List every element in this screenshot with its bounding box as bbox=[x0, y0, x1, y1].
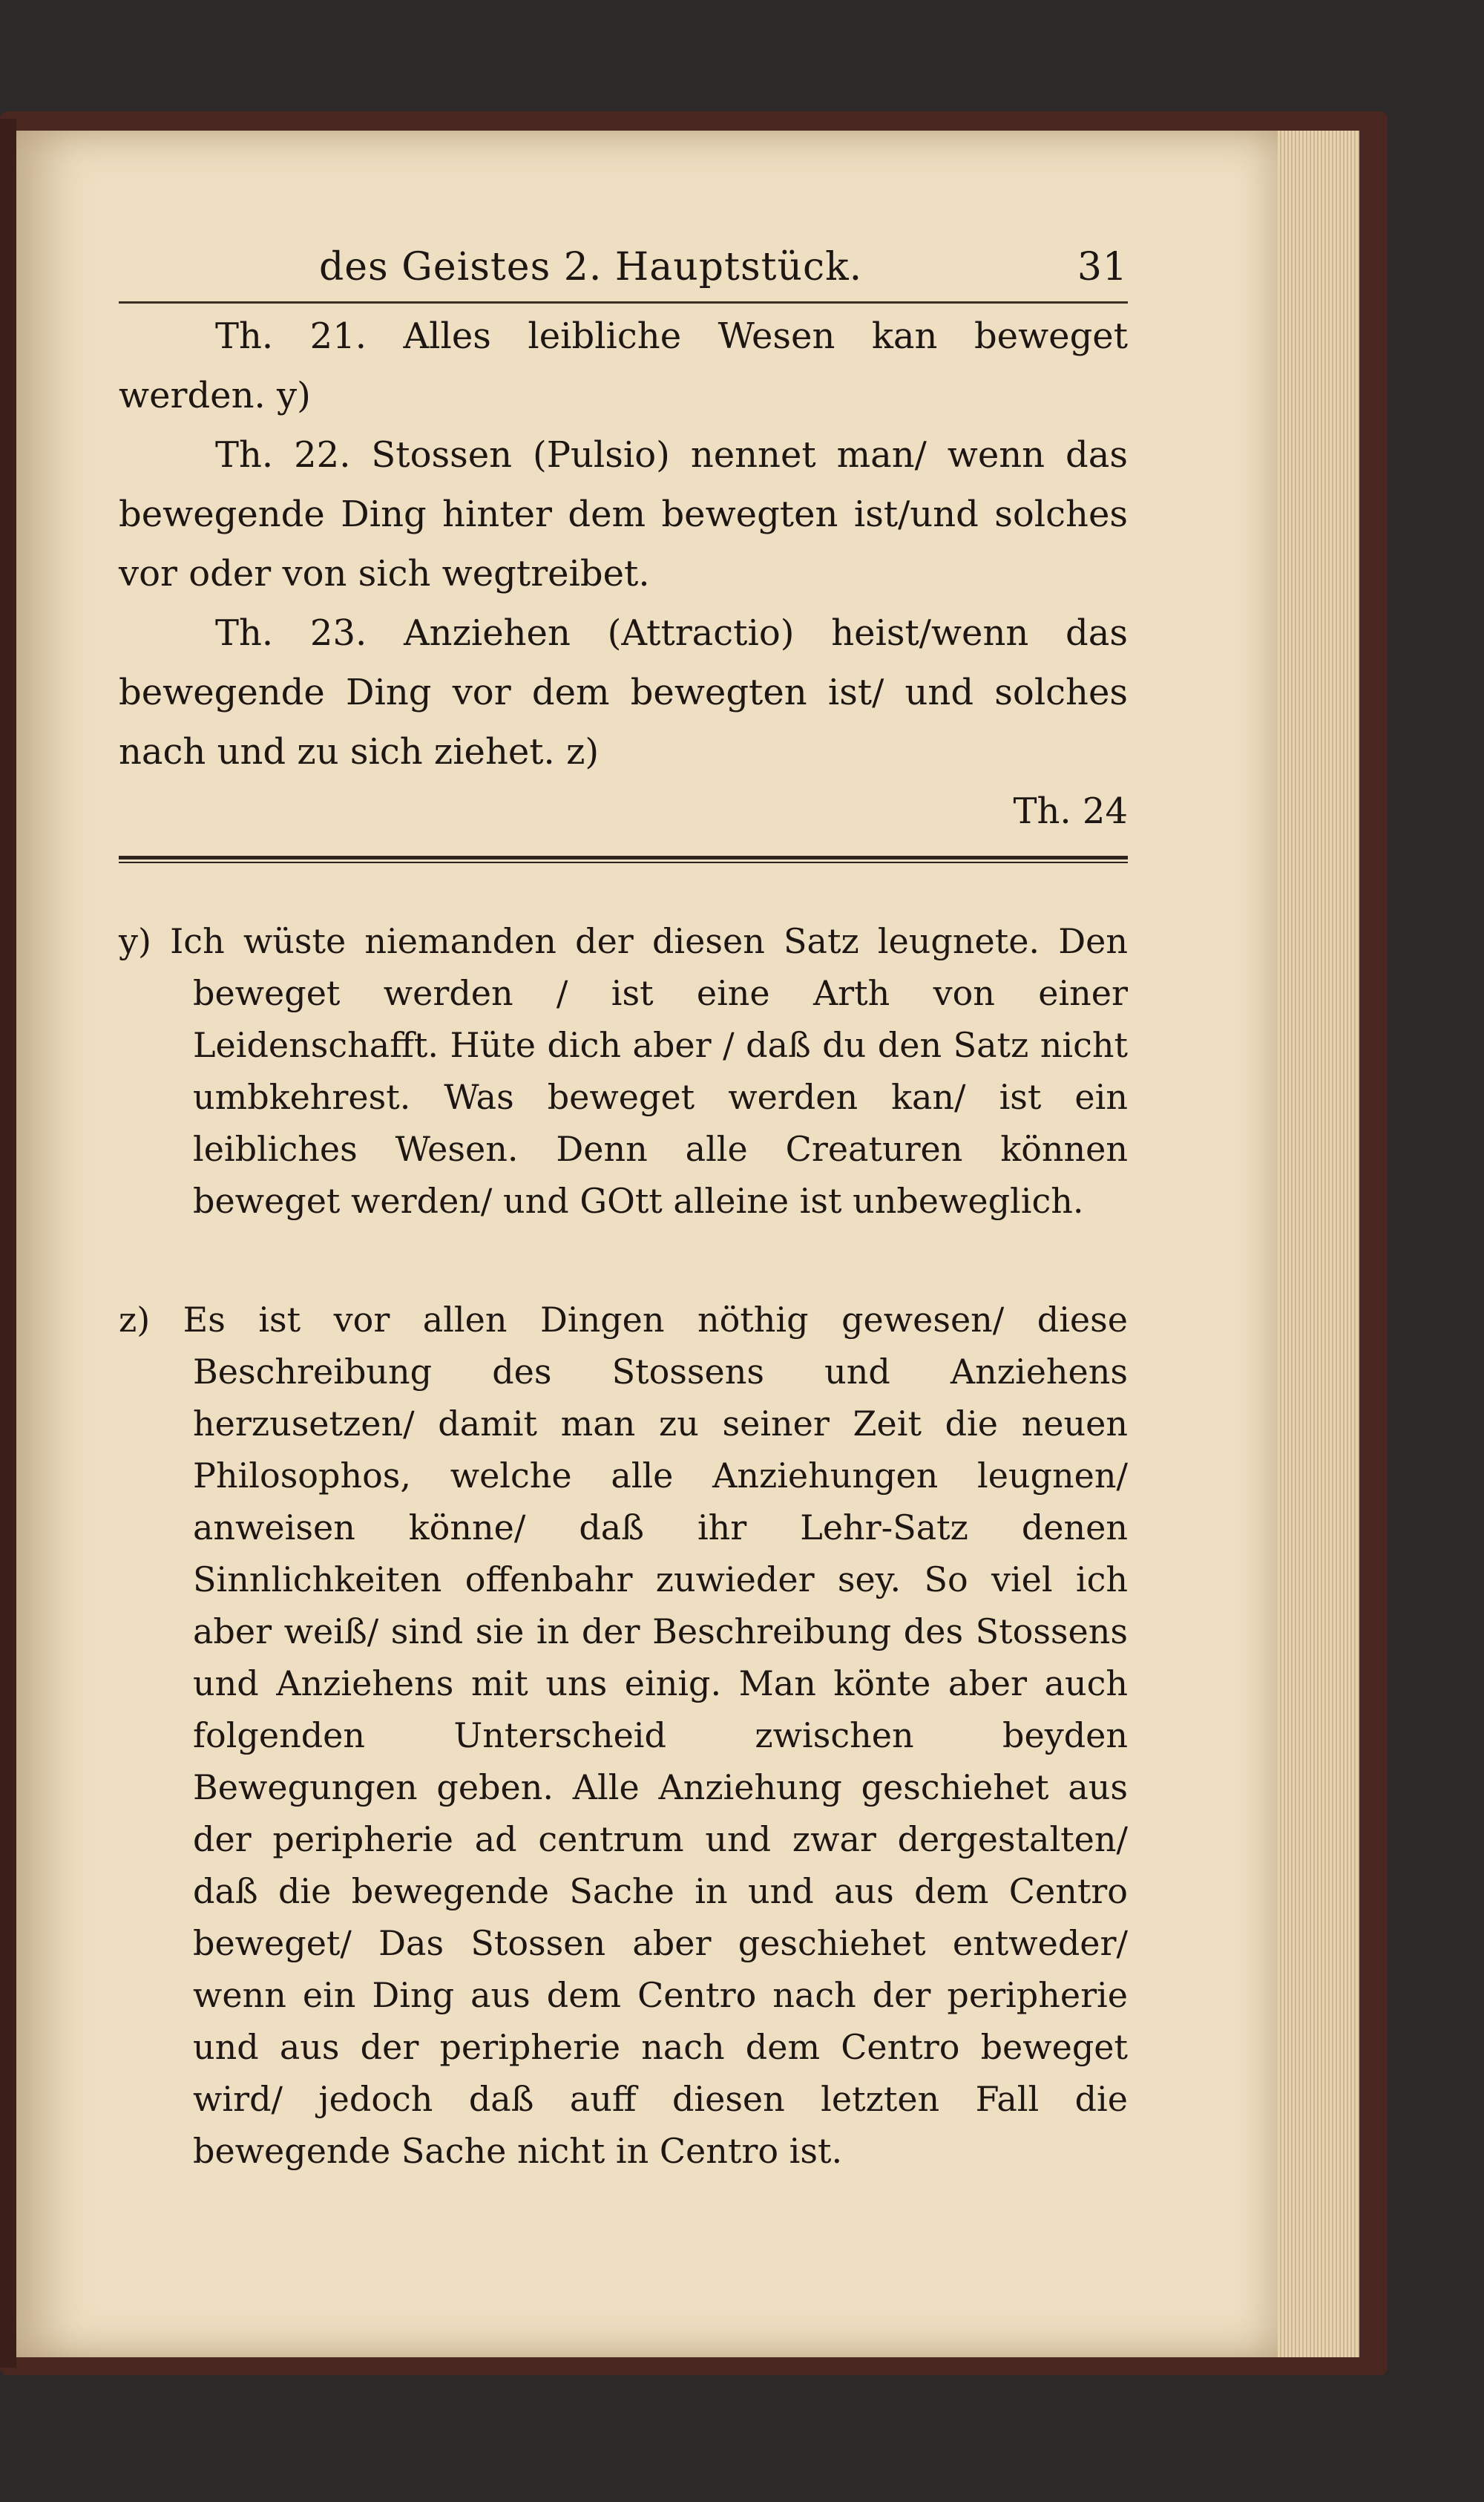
catchword: Th. 24 bbox=[1013, 790, 1128, 832]
header-rule bbox=[119, 301, 1128, 304]
page-edges bbox=[1278, 131, 1359, 2357]
thesis-21: Th. 21. Alles leibliche Wesen kan beweget werden. y) bbox=[119, 315, 1128, 416]
footnote-divider bbox=[119, 856, 1128, 863]
page-text bbox=[119, 238, 1128, 2244]
footnote-z: z) Es ist vor allen Dingen nöthig gewesen/ diese Beschreibung des Stossens und Anziehens herzusetzen/ damit man zu seiner Zeit die neuen Philosophos, welche alle Anziehungen leugnen/ anweisen könne/ daß ihr Lehr-Satz denen Sinnlichkeiten offenbahr zuwieder sey. So viel ich aber weiß/ sind sie in der Beschreibung des Stossens und Anziehens mit uns einig. Man könte aber auch folgenden Unterscheid zwischen beyden Bewegungen geben. Alle Anziehung geschiehet aus der peripherie ad centrum und zwar dergestalten/ daß die bewegende Sache in und aus dem Centro beweget/ Das Stossen aber geschiehet entweder/ wenn ein Ding aus dem Centro nach der peripherie und aus der peripherie nach dem Centro beweget wird/ jedoch daß auff diesen letzten Fall die bewegende Sache nicht in Centro ist. bbox=[119, 1300, 1128, 2171]
thesis-23: Th. 23. Anziehen (Attractio) heist/wenn das bewegende Ding vor dem bewegten ist/ und solches nach und zu sich ziehet. z) bbox=[119, 612, 1128, 773]
running-title: des Geistes 2. Hauptstück. bbox=[319, 245, 863, 289]
book-spine bbox=[0, 119, 16, 2368]
page-number: 31 bbox=[1077, 245, 1128, 289]
footnote-y: y) Ich wüste niemanden der diesen Satz leugnete. Den beweget werden / ist eine Arth von einer Leidenschafft. Hüte dich aber / daß du den Satz nicht umbkehrest. Was beweget werden kan/ ist ein leibliches Wesen. Denn alle Creaturen können beweget werden/ und GOtt alleine ist unbeweglich. bbox=[119, 921, 1128, 1221]
running-header bbox=[119, 238, 1128, 297]
thesis-22: Th. 22. Stossen (Pulsio) nennet man/ wenn das bewegende Ding hinter dem bewegten ist/und solches vor oder von sich wegtreibet. bbox=[119, 434, 1128, 595]
